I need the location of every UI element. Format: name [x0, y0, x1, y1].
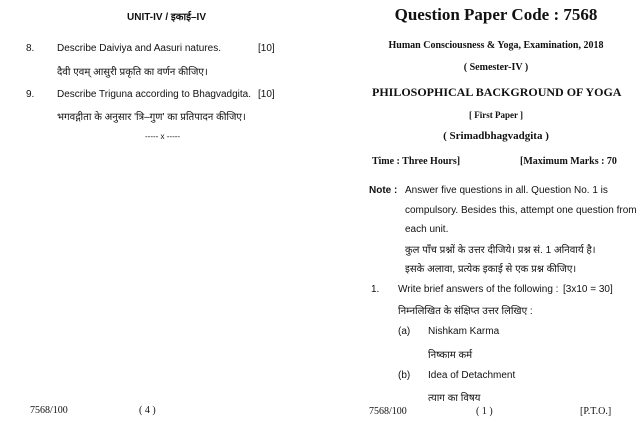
note-text-hindi: कुल पाँच प्रश्नों के उत्तर दीजिये। प्रश्न सं. 1 अनिवार्य है।: [405, 245, 596, 256]
page-title: Question Paper Code : 7568: [394, 5, 598, 24]
semester: ( Semester-IV ): [463, 62, 529, 73]
footer-code: 7568/100: [30, 405, 68, 416]
paper: [ First Paper ]: [468, 110, 524, 120]
question-text-hindi: भगवद्गीता के अनुसार 'त्रि–गुण' का प्रतिपादन कीजिए।: [57, 112, 246, 123]
subject: PHILOSOPHICAL BACKGROUND OF YOGA: [372, 85, 622, 99]
subquestion-text-hindi: निष्काम कर्म: [428, 350, 473, 361]
question-number: 1.: [371, 284, 380, 295]
note-text: Answer five questions in all. Question No. 1 is: [405, 185, 608, 196]
footer-pto: [P.T.O.]: [580, 406, 612, 417]
question-marks: [10]: [258, 43, 275, 54]
subquestion-text: Idea of Detachment: [428, 370, 516, 381]
question-text: Describe Triguna according to Bhagvadgita.: [57, 89, 252, 100]
exam-title: Human Consciousness & Yoga, Examination, 2018: [388, 40, 604, 51]
note-text: each unit.: [405, 224, 449, 235]
time-allowed: Time : Three Hours]: [372, 156, 461, 167]
note-text-hindi: इसके अलावा, प्रत्येक इकाई से एक प्रश्न कीजिए।: [405, 264, 577, 275]
book-title: ( Srimadbhagvadgita ): [443, 130, 549, 142]
question-text-hindi: दैवी एवम् आसुरी प्रकृति का वर्णन कीजिए।: [57, 67, 208, 78]
footer-page-number: ( 1 ): [476, 406, 493, 417]
question-number: 8.: [26, 43, 35, 54]
max-marks: [Maximum Marks : 70: [520, 156, 617, 167]
note-text: compulsory. Besides this, attempt one question from: [405, 205, 637, 216]
subquestion-label: (b): [398, 370, 411, 381]
end-mark: ----- x -----: [145, 132, 181, 141]
question-marks: [3x10 = 30]: [563, 284, 613, 295]
subquestion-label: (a): [398, 326, 411, 337]
question-number: 9.: [26, 89, 35, 100]
subquestion-text-hindi: त्याग का विषय: [428, 393, 481, 404]
note-label: Note :: [369, 185, 398, 196]
footer-page-number: ( 4 ): [139, 405, 156, 416]
question-text: Describe Daiviya and Aasuri natures.: [57, 43, 221, 54]
subquestion-text: Nishkam Karma: [428, 326, 500, 337]
question-text: Write brief answers of the following :: [398, 284, 559, 295]
question-text-hindi: निम्नलिखित के संक्षिप्त उत्तर लिखिए :: [398, 306, 533, 317]
question-marks: [10]: [258, 89, 275, 100]
unit-heading: UNIT-IV / इकाई–IV: [127, 12, 206, 23]
footer-code: 7568/100: [369, 406, 407, 417]
